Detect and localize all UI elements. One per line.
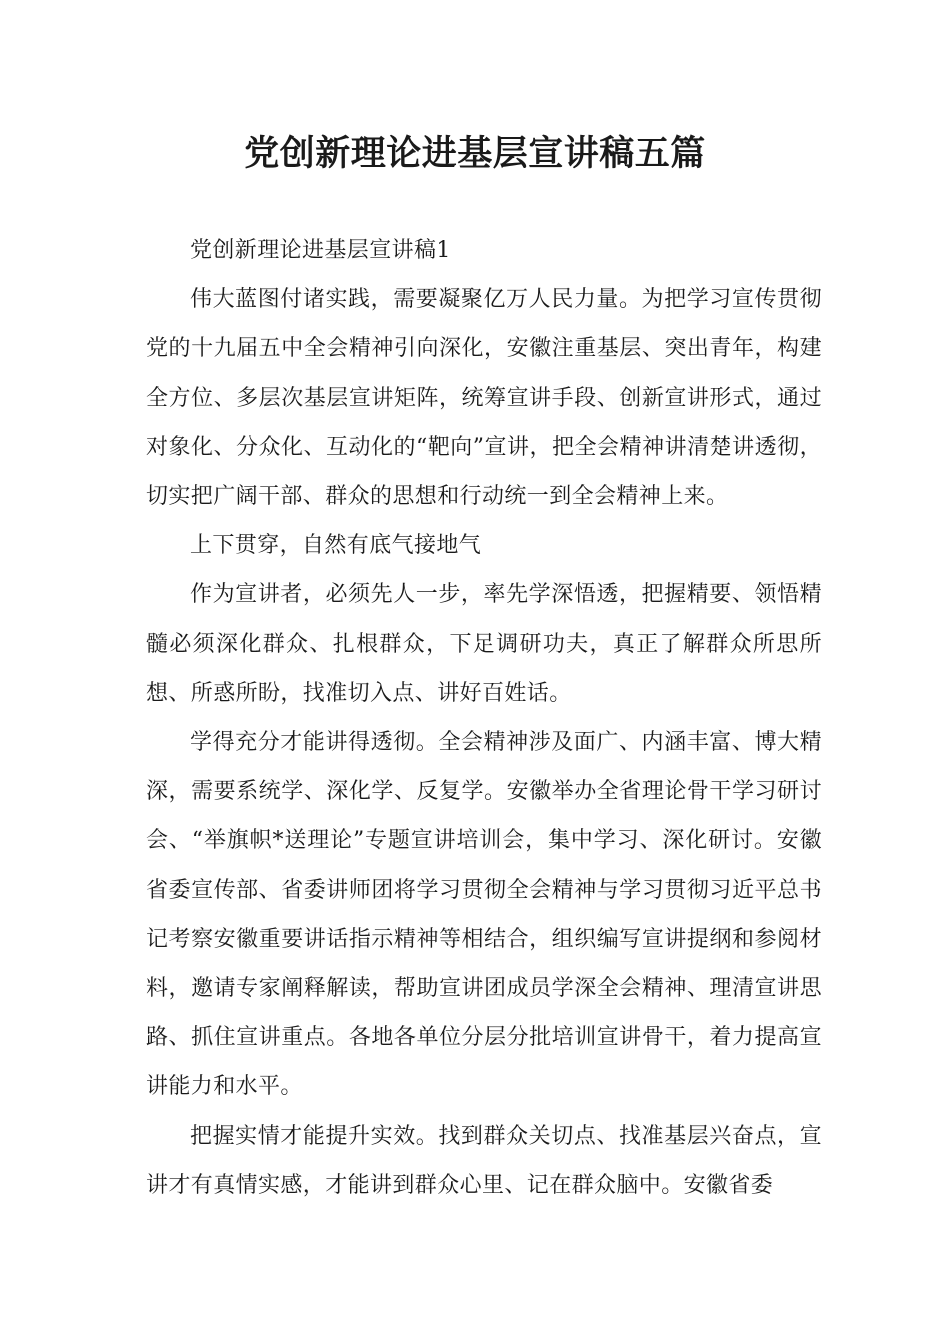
body-paragraph: 伟大蓝图付诸实践，需要凝聚亿万人民力量。为把学习宣传贯彻党的十九届五中全会精神引向深化，安徽注重基层、突出青年，构建全方位、多层次基层宣讲矩阵，统筹宣讲手段、创新宣讲形式，通过对象化、分众化、互动化的“靶向”宣讲，把全会精神讲清楚讲透彻，切实把广阔干部、群众的思想和行动统一到全会精神上来。 bbox=[146, 287, 822, 510]
body-paragraph: 把握实情才能提升实效。找到群众关切点、找准基层兴奋点，宣讲才有真情实感，才能讲到群众心里、记在群众脑中。安徽省委 bbox=[146, 1123, 822, 1198]
section-heading: 党创新理论进基层宣讲稿1 bbox=[190, 238, 451, 263]
document-title: 党创新理论进基层宣讲稿五篇 bbox=[244, 134, 706, 174]
body-paragraph: 作为宣讲者，必须先人一步，率先学深悟透，把握精要、领悟精髓必须深化群众、扎根群众，下足调研功夫，真正了解群众所思所想、所惑所盼，找准切入点、讲好百姓话。 bbox=[146, 582, 822, 706]
body-paragraph: 学得充分才能讲得透彻。全会精神涉及面广、内涵丰富、博大精深，需要系统学、深化学、反复学。安徽举办全省理论骨干学习研讨会、“举旗帜*送理论”专题宣讲培训会，集中学习、深化研讨。安徽省委宣传部、省委讲师团将学习贯彻全会精神与学习贯彻习近平总书记考察安徽重要讲话指示精神等相结合，组织编写宣讲提纲和参阅材料，邀请专家阐释解读，帮助宣讲团成员学深全会精神、理清宣讲思路、抓住宣讲重点。各地各单位分层分批培训宣讲骨干，着力提高宣讲能力和水平。 bbox=[146, 730, 822, 1100]
section-heading: 上下贯穿，自然有底气接地气 bbox=[190, 533, 482, 559]
document-body bbox=[146, 226, 822, 1210]
